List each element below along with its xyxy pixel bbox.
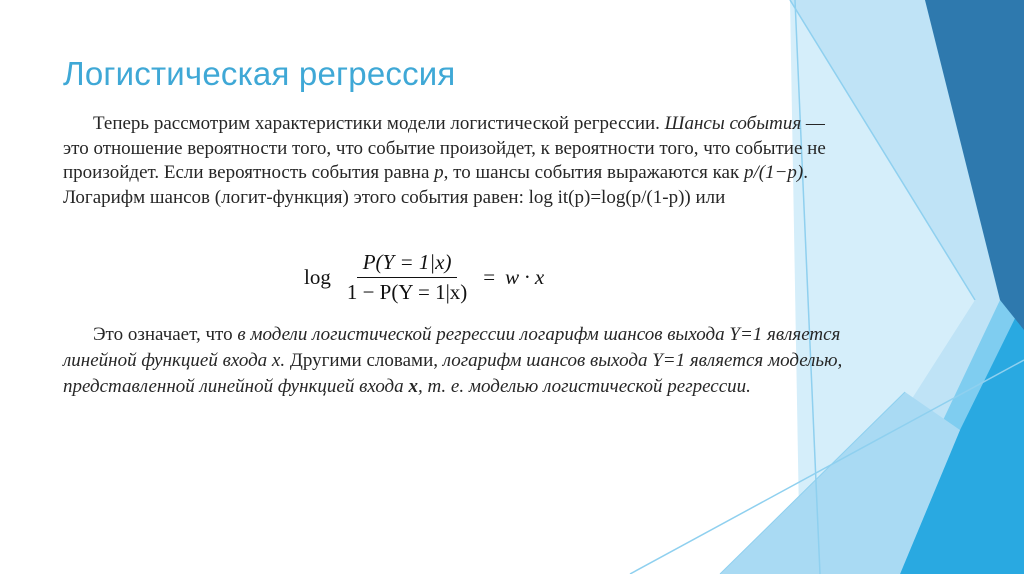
para2-italic-2: логарифм шансов выхода Y=1 является моделью, представленной линейной функцией входа: [63, 350, 843, 397]
paragraph-definition: [63, 112, 843, 210]
para1-text-2: — это отношение вероятности того, что событие произойдет, к вероятности того, что событие не произойдет. Если вероятность события равна: [63, 113, 826, 183]
para1-text-1: Теперь рассмотрим характеристики модели логистической регрессии.: [93, 113, 665, 134]
para1-odds-expr: p/(1−p): [743, 162, 804, 183]
para2-text-2: Другими словами,: [285, 350, 443, 371]
para2-var-x: x: [408, 376, 418, 397]
formula-log: log: [304, 264, 331, 289]
logit-formula: [304, 251, 544, 303]
formula-numerator: P(Y = 1|x): [357, 250, 458, 278]
slide-title: Логистическая регрессия: [63, 55, 456, 92]
paragraph-conclusion: [63, 322, 863, 400]
para1-var-p: p: [434, 162, 444, 183]
para1-text-3: , то шансы события выражаются как: [443, 162, 744, 183]
formula-equals: =: [483, 264, 496, 289]
para1-text-4: . Логарифм шансов (логит-функция) этого события равен: log it(p)=log(p/(1-p)) или: [63, 162, 808, 208]
formula-denominator: 1 − P(Y = 1|x): [346, 279, 468, 304]
formula-fraction: [341, 250, 473, 305]
para1-term-odds: Шансы события: [664, 113, 802, 134]
para2-text-1: Это означает, что: [93, 324, 238, 345]
para2-italic-3: , т. е. моделью логистической регрессии.: [417, 376, 751, 397]
formula-rhs: w · x: [505, 264, 545, 289]
para2-italic-1: в модели логистической регрессии логарифм шансов выхода Y=1 является линейной функцией входа x.: [63, 324, 841, 371]
